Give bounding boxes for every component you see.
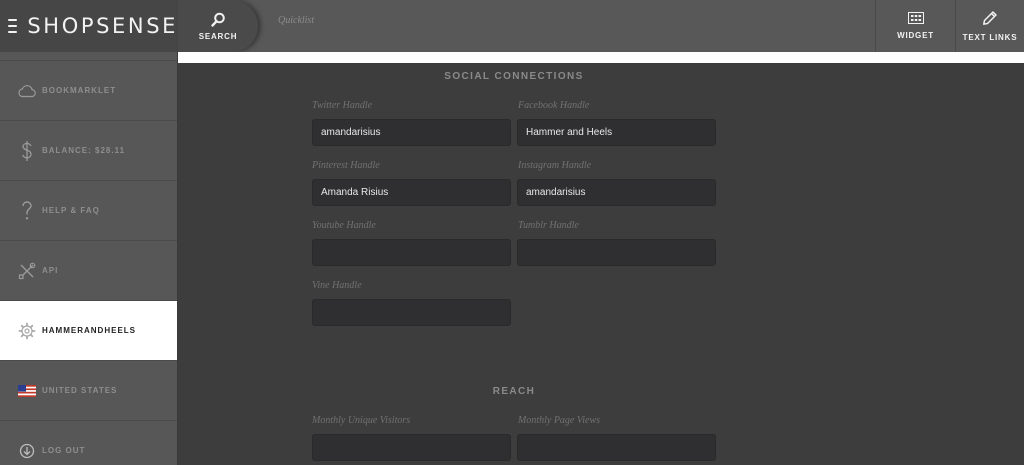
sidebar-item-label: LOG OUT xyxy=(42,446,86,455)
sidebar-item-label: BALANCE: $28.11 xyxy=(42,146,126,155)
widget-icon xyxy=(908,12,924,24)
logout-icon xyxy=(16,440,38,462)
youtube-handle-input[interactable] xyxy=(312,239,511,266)
sidebar-item-label: BOOKMARKLET xyxy=(42,86,117,95)
monthly-page-views-input[interactable] xyxy=(517,434,716,461)
sidebar-item-help[interactable] xyxy=(0,180,177,240)
tools-icon xyxy=(16,260,38,282)
widget-label: WIDGET xyxy=(897,31,934,40)
top-bar xyxy=(0,0,1024,52)
cloud-icon xyxy=(16,80,38,102)
main-content xyxy=(178,52,1024,465)
menu-icon[interactable] xyxy=(8,19,17,33)
sidebar-item-balance[interactable] xyxy=(0,120,177,180)
sidebar-item-label: HELP & FAQ xyxy=(42,206,100,215)
monthly-page-views-label: Monthly Page Views xyxy=(518,415,601,426)
brand-logo[interactable]: SHOPSENSE xyxy=(27,14,178,38)
sidebar-item-account[interactable] xyxy=(0,300,177,360)
social-connections-heading: SOCIAL CONNECTIONS xyxy=(444,71,584,82)
text-links-label: TEXT LINKS xyxy=(962,33,1018,42)
sidebar-item-bookmarklet[interactable] xyxy=(0,60,177,120)
twitter-handle-input[interactable] xyxy=(312,119,511,146)
pinterest-handle-input[interactable] xyxy=(312,179,511,206)
reach-heading: REACH xyxy=(492,386,536,397)
youtube-label: Youtube Handle xyxy=(312,220,376,231)
brand xyxy=(0,0,178,52)
instagram-handle-input[interactable] xyxy=(517,179,716,206)
dollar-icon xyxy=(16,140,38,162)
search-label: SEARCH xyxy=(198,31,238,41)
question-icon xyxy=(16,200,38,222)
sidebar-item-label: API xyxy=(42,266,59,275)
search-icon xyxy=(210,12,226,28)
sidebar-item-label: UNITED STATES xyxy=(42,386,118,395)
sidebar-item-logout[interactable] xyxy=(0,420,177,465)
monthly-visitors-input[interactable] xyxy=(312,434,511,461)
search-button[interactable] xyxy=(178,0,258,52)
us-flag-icon xyxy=(16,380,38,402)
widget-button[interactable] xyxy=(875,0,955,52)
facebook-handle-input[interactable] xyxy=(517,119,716,146)
sidebar-item-api[interactable] xyxy=(0,240,177,300)
vine-label: Vine Handle xyxy=(312,280,362,291)
monthly-visitors-label: Monthly Unique Visitors xyxy=(312,415,411,426)
pinterest-label: Pinterest Handle xyxy=(312,160,380,171)
top-divider xyxy=(178,52,1024,63)
twitter-label: Twitter Handle xyxy=(312,100,373,111)
gear-icon xyxy=(16,320,38,342)
facebook-label: Facebook Handle xyxy=(518,100,590,111)
sidebar xyxy=(0,52,178,465)
vine-handle-input[interactable] xyxy=(312,299,511,326)
sidebar-item-label: HAMMERANDHEELS xyxy=(42,326,136,335)
quicklist-link[interactable]: Quicklist xyxy=(278,15,315,26)
pencil-icon xyxy=(982,10,998,26)
tumblr-label: Tumblr Handle xyxy=(518,220,579,231)
tumblr-handle-input[interactable] xyxy=(517,239,716,266)
instagram-label: Instagram Handle xyxy=(518,160,592,171)
sidebar-item-country[interactable] xyxy=(0,360,177,420)
text-links-button[interactable] xyxy=(955,0,1024,52)
